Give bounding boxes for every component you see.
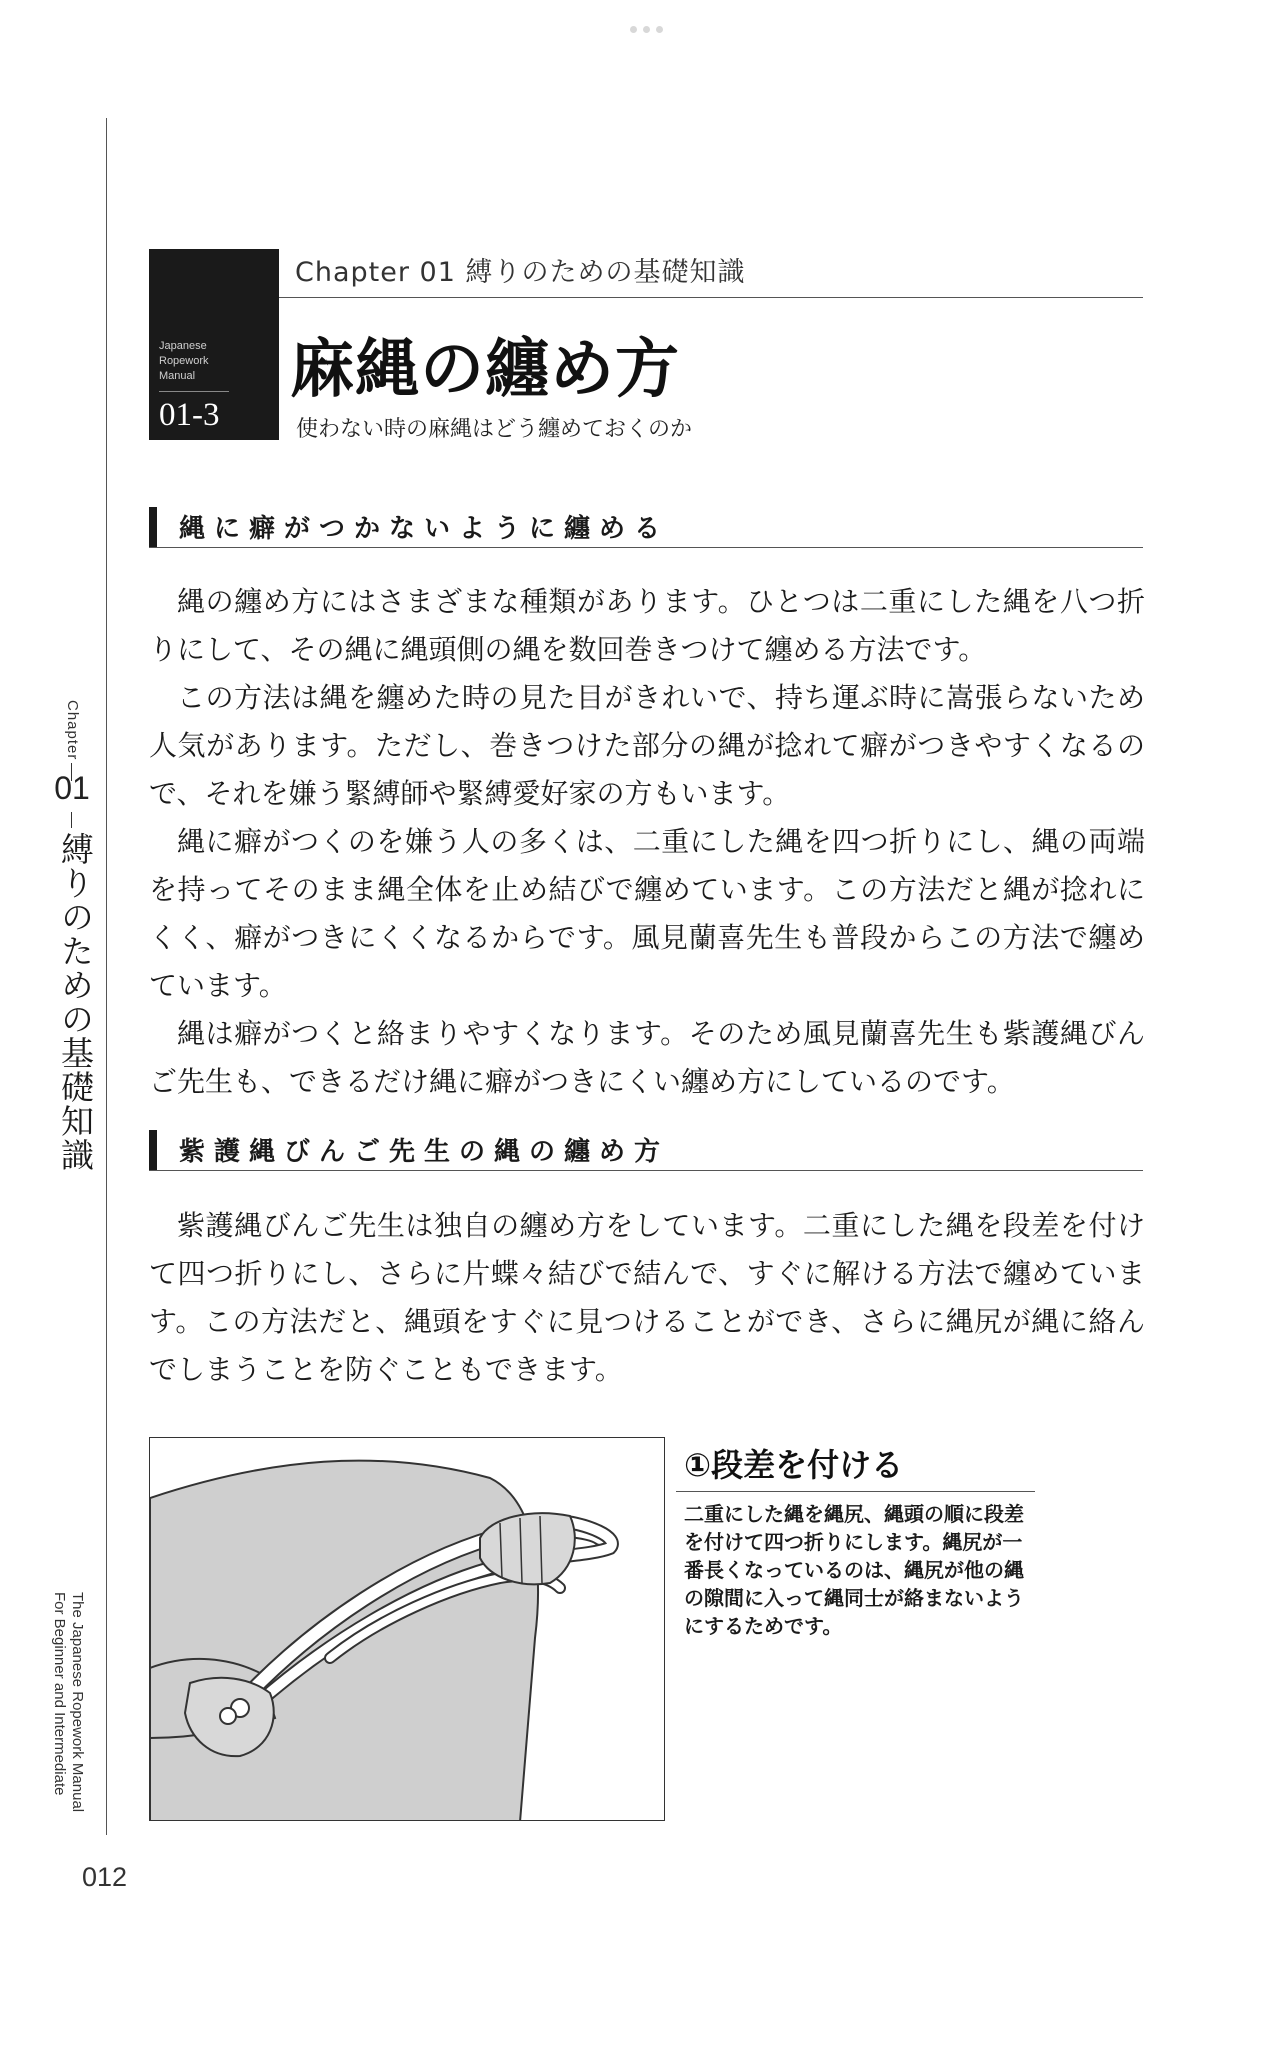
body-paragraph: 縄に癖がつくのを嫌う人の多くは、二重にした縄を四つ折りにし、縄の両端を持ってそのまま縄全体を止め結びで纏めています。この方法だと縄が捻れにくく、癖がつきにくくなるからです。風見蘭喜先生も普段からこの方法で纏めています。: [149, 825, 1145, 1002]
box-label-line: Manual: [159, 370, 196, 382]
side-chapter-title: 縛りのための基礎知識: [56, 832, 95, 1172]
page-title: 麻縄の纏め方: [290, 333, 680, 407]
chapter-rule: [279, 297, 1143, 298]
section-heading-bar: [149, 507, 157, 547]
page-subtitle: 使わない時の麻縄はどう纏めておくのか: [296, 417, 693, 442]
body-paragraph: この方法は縄を纏めた時の見た目がきれいで、持ち運ぶ時に嵩張らないため人気があります。ただし、巻きつけた部分の縄が捻れて癖がつきやすくなるので、それを嫌う緊縛師や緊縛愛好家の方もいます。: [149, 681, 1145, 810]
section-heading-text: 紫護縄びんご先生の縄の纏め方: [179, 1137, 670, 1167]
section-number: 01-3: [159, 397, 220, 433]
section-heading: [149, 1126, 1143, 1171]
body-paragraph: 縄の纏め方にはさまざまな種類があります。ひとつは二重にした縄を八つ折りにして、その縄に縄頭側の縄を数回巻きつけて纏める方法です。: [149, 585, 1145, 666]
section-heading-text: 縄に癖がつかないように纏める: [179, 514, 670, 544]
section-heading: [149, 503, 1143, 548]
book-title-line: For Beginner and Intermediate: [51, 1592, 68, 1796]
indicator-dot: [643, 26, 650, 33]
section-body: [149, 578, 1145, 1106]
side-book-title: [50, 1592, 86, 1812]
upper-hand-shape: [480, 1513, 575, 1584]
side-chapter-word: Chapter: [64, 700, 81, 761]
section-body: [149, 1202, 1145, 1394]
rope-end: [220, 1708, 236, 1724]
step-title: ①段差を付ける: [684, 1446, 904, 1484]
page-number: 012: [82, 1862, 128, 1892]
indicator-dot: [656, 26, 663, 33]
body-paragraph: 紫護縄びんご先生は独自の纏め方をしています。二重にした縄を段差を付けて四つ折りにし、さらに片蝶々結びで結んで、すぐに解ける方法で纏めています。この方法だと、縄頭をすぐに見つけることができ、さらに縄尻が縄に絡んでしまうことを防ぐこともできます。: [149, 1209, 1145, 1386]
body-paragraph: 縄は癖がつくと絡まりやすくなります。そのため風見蘭喜先生も紫護縄びんご先生も、できるだけ縄に癖がつきにくい纏め方にしているのです。: [149, 1017, 1145, 1098]
box-label-line: Japanese: [159, 340, 207, 352]
indicator-dot: [630, 26, 637, 33]
chapter-line: Chapter 01 縛りのための基礎知識: [295, 257, 746, 288]
book-title-line: The Japanese Ropework Manual: [69, 1592, 86, 1813]
box-divider: [159, 391, 229, 392]
box-label: [159, 339, 209, 384]
section-number-box: [149, 249, 279, 440]
side-divider: [71, 812, 72, 828]
section-heading-bar: [149, 1130, 157, 1170]
rope-illustration-svg: [150, 1438, 665, 1821]
step-rule: [676, 1491, 1035, 1492]
box-label-line: Ropework: [159, 355, 209, 367]
rope-step-illustration: [149, 1437, 665, 1821]
side-chapter-number: 01: [54, 770, 90, 806]
page-indicator-dots: [630, 26, 663, 33]
step-description: 二重にした縄を縄尻、縄頭の順に段差を付けて四つ折りにします。縄尻が一番長くなっているのは、縄尻が他の縄の隙間に入って縄同士が絡まないようにするためです。: [684, 1502, 1024, 1638]
margin-rule: [106, 118, 107, 1835]
